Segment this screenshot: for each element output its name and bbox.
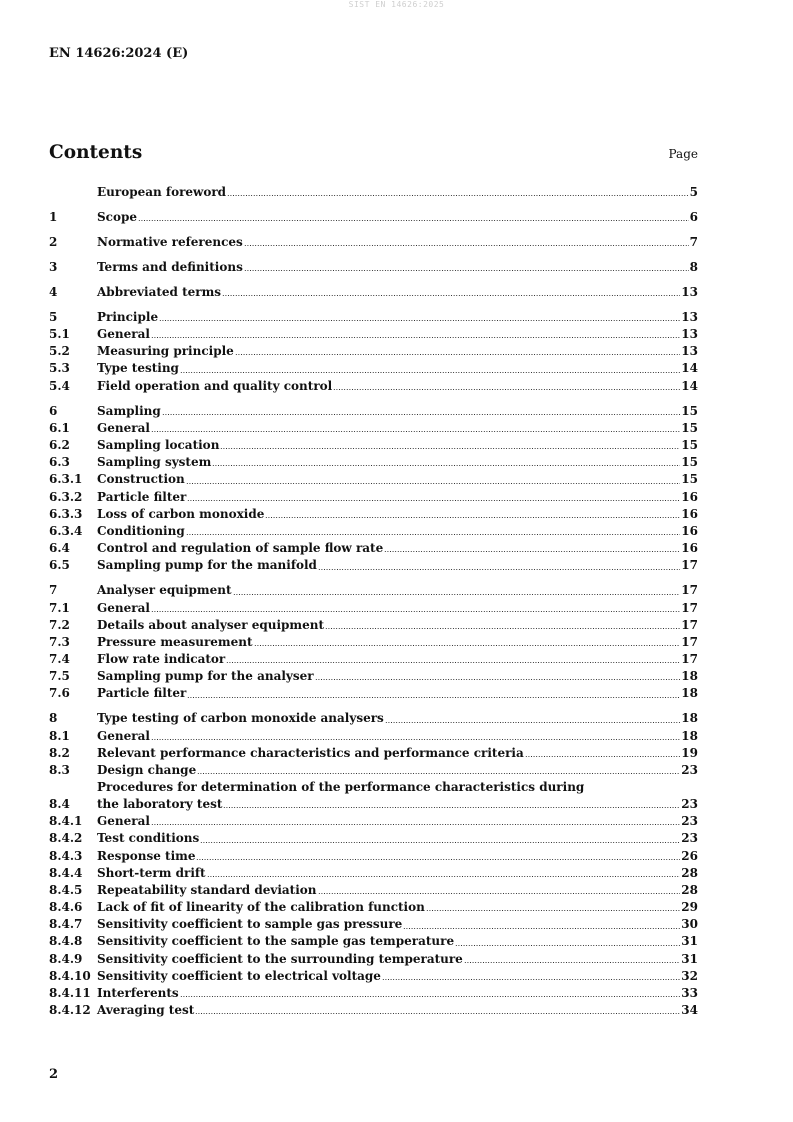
toc-entry-page: 5 xyxy=(689,184,698,199)
toc-entry-title: Sampling xyxy=(97,403,161,418)
toc-entry-title: General xyxy=(97,814,150,829)
dot-leader xyxy=(455,944,680,947)
toc-entry-page: 17 xyxy=(681,558,698,573)
toc-entry-page: 23 xyxy=(681,796,698,811)
toc-entry-title: General xyxy=(97,728,150,743)
toc-entry[interactable] xyxy=(49,634,698,651)
toc-entry-page: 15 xyxy=(681,420,698,435)
toc-entry[interactable] xyxy=(49,343,698,360)
toc-entry-title: Type testing xyxy=(97,361,179,376)
dot-leader xyxy=(151,823,680,826)
toc-entry-number: 4 xyxy=(49,284,58,299)
toc-entry[interactable] xyxy=(49,523,698,540)
toc-entry[interactable] xyxy=(49,728,698,745)
toc-entry-page: 18 xyxy=(681,728,698,743)
toc-entry-number: 7.4 xyxy=(49,652,70,667)
toc-entry-page: 32 xyxy=(681,968,698,983)
toc-entry-title: Scope xyxy=(97,209,138,224)
toc-entry-number: 8.3 xyxy=(49,762,70,777)
toc-entry-title: Sensitivity coefficient to electrical voltage xyxy=(97,968,381,983)
toc-entry-number: 5.4 xyxy=(49,378,70,393)
toc-entry-title: Sensitivity coefficient to the surrounding temperature xyxy=(97,951,463,966)
dot-leader xyxy=(223,806,680,809)
toc-entry-number: 8.4.5 xyxy=(49,882,83,897)
dot-leader xyxy=(227,194,689,197)
toc-entry-page: 15 xyxy=(681,472,698,487)
toc-entry-number: 7.1 xyxy=(49,600,70,615)
toc-entry-page: 17 xyxy=(681,652,698,667)
toc-entry-title: Particle filter xyxy=(97,489,187,504)
toc-entry-title: Procedures for determination of the performance characteristics during xyxy=(97,779,585,794)
dot-leader xyxy=(318,568,680,571)
toc-entry[interactable] xyxy=(49,471,698,488)
toc-entry-title: Analyser equipment xyxy=(97,583,232,598)
document-id-header: EN 14626:2024 (E) xyxy=(49,46,189,61)
toc-entry-title: Sampling pump for the manifold xyxy=(97,558,317,573)
toc-entry-number: 7.2 xyxy=(49,617,70,632)
toc-entry-title: European foreword xyxy=(97,184,227,199)
toc-entry-number: 8.4.3 xyxy=(49,848,83,863)
toc-entry-title: Abbreviated terms xyxy=(97,284,222,299)
dot-leader xyxy=(464,961,680,964)
watermark: SIST EN 14626:2025 xyxy=(348,0,445,9)
toc-entry[interactable] xyxy=(49,934,698,951)
toc-entry[interactable] xyxy=(49,259,698,276)
toc-entry-title: Sampling pump for the analyser xyxy=(97,669,314,684)
toc-entry-number: 8.1 xyxy=(49,728,70,743)
dot-leader xyxy=(244,269,689,272)
toc-entry-number: 8.4 xyxy=(49,796,70,811)
dot-leader xyxy=(195,1012,680,1015)
toc-entry[interactable] xyxy=(49,685,698,702)
toc-entry-title: Flow rate indicator xyxy=(97,652,226,667)
dot-leader xyxy=(333,388,680,391)
toc-entry-page: 19 xyxy=(681,745,698,760)
toc-entry[interactable] xyxy=(49,1002,698,1019)
dot-leader xyxy=(159,319,680,322)
toc-entry[interactable] xyxy=(49,865,698,882)
toc-entry-page: 23 xyxy=(681,762,698,777)
toc-entry[interactable] xyxy=(49,668,698,685)
toc-entry-title: Pressure measurement xyxy=(97,634,253,649)
toc-entry-number: 8.4.12 xyxy=(49,1003,91,1018)
toc-entry-number: 7.6 xyxy=(49,686,70,701)
page-number: 2 xyxy=(49,1067,59,1082)
toc-entry-number: 6.2 xyxy=(49,438,70,453)
toc-entry-page: 15 xyxy=(681,455,698,470)
toc-entry-title: Response time xyxy=(97,848,196,863)
toc-entry[interactable] xyxy=(49,557,698,574)
toc-entry-title: Sampling system xyxy=(97,455,212,470)
toc-entry-number: 1 xyxy=(49,209,58,224)
contents-heading: Contents xyxy=(49,142,143,163)
dot-leader xyxy=(151,610,680,613)
toc-entry-page: 17 xyxy=(681,583,698,598)
toc-entry-number: 6 xyxy=(49,403,58,418)
dot-leader xyxy=(180,371,680,374)
toc-entry-page: 13 xyxy=(681,327,698,342)
toc-entry-page: 34 xyxy=(681,1003,698,1018)
toc-entry[interactable] xyxy=(49,916,698,933)
dot-leader xyxy=(151,336,680,339)
toc-entry-page: 17 xyxy=(681,600,698,615)
dot-leader xyxy=(384,550,680,553)
toc-entry-title: Averaging test xyxy=(97,1003,195,1018)
toc-entry[interactable] xyxy=(49,454,698,471)
dot-leader xyxy=(265,516,680,519)
toc-entry[interactable] xyxy=(49,710,698,727)
toc-entry-number: 8.4.7 xyxy=(49,917,83,932)
toc-entry-title: Interferents xyxy=(97,986,179,1001)
toc-entry[interactable] xyxy=(49,378,698,395)
toc-entry-page: 8 xyxy=(689,259,698,274)
dot-leader xyxy=(403,927,680,930)
toc-entry-page: 31 xyxy=(681,934,698,949)
toc-entry-page: 13 xyxy=(681,344,698,359)
dot-leader xyxy=(186,482,681,485)
toc-entry-page: 29 xyxy=(681,900,698,915)
toc-entry-page: 6 xyxy=(689,209,698,224)
toc-entry-page: 13 xyxy=(681,309,698,324)
dot-leader xyxy=(197,772,680,775)
toc-entry-title: Sampling location xyxy=(97,438,220,453)
dot-leader xyxy=(382,978,680,981)
toc-entry-page: 28 xyxy=(681,865,698,880)
toc-entry[interactable] xyxy=(49,617,698,634)
toc-entry-title: Details about analyser equipment xyxy=(97,617,325,632)
toc-entry[interactable] xyxy=(49,813,698,830)
dot-leader xyxy=(315,678,681,681)
toc-entry-title: Field operation and quality control xyxy=(97,378,333,393)
toc-entry-number: 6.4 xyxy=(49,541,70,556)
toc-entry-page: 16 xyxy=(681,523,698,538)
toc-entry-number: 6.3.3 xyxy=(49,506,83,521)
toc-entry[interactable] xyxy=(49,360,698,377)
toc-entry[interactable] xyxy=(49,899,698,916)
toc-entry-title: Particle filter xyxy=(97,686,187,701)
toc-entry-page: 26 xyxy=(681,848,698,863)
toc-entry-page: 23 xyxy=(681,831,698,846)
toc-entry-title: General xyxy=(97,600,150,615)
page-column-label: Page xyxy=(668,147,698,161)
dot-leader xyxy=(235,353,681,356)
toc-entry-page: 15 xyxy=(681,403,698,418)
dot-leader xyxy=(220,447,680,450)
toc-entry-number: 8.4.1 xyxy=(49,814,83,829)
toc-entry[interactable] xyxy=(49,848,698,865)
toc-entry-number: 8 xyxy=(49,711,58,726)
toc-entry-page: 31 xyxy=(681,951,698,966)
toc-entry-title: Short-term drift xyxy=(97,865,206,880)
toc-entry-title: Type testing of carbon monoxide analysers xyxy=(97,711,384,726)
toc-entry-page: 16 xyxy=(681,489,698,504)
toc-entry-number: 6.3 xyxy=(49,455,70,470)
toc-entry-page: 23 xyxy=(681,814,698,829)
table-of-contents xyxy=(49,184,698,1019)
toc-entry-number: 6.3.4 xyxy=(49,523,83,538)
toc-entry-title: Sensitivity coefficient to sample gas pressure xyxy=(97,917,403,932)
toc-entry-title: Repeatability standard deviation xyxy=(97,882,317,897)
toc-entry[interactable] xyxy=(49,403,698,420)
toc-entry-title: Terms and definitions xyxy=(97,259,243,274)
toc-entry-title: Principle xyxy=(97,309,159,324)
toc-entry-page: 18 xyxy=(681,669,698,684)
dot-leader xyxy=(233,593,681,596)
toc-entry-number: 6.3.2 xyxy=(49,489,83,504)
toc-entry-title: Sensitivity coefficient to the sample gas temperature xyxy=(97,934,455,949)
toc-entry-title: Conditioning xyxy=(97,523,185,538)
dot-leader xyxy=(138,219,689,222)
toc-entry-page: 16 xyxy=(681,541,698,556)
toc-entry-page: 16 xyxy=(681,506,698,521)
toc-entry[interactable] xyxy=(49,437,698,454)
dot-leader xyxy=(254,644,681,647)
toc-entry-page: 17 xyxy=(681,634,698,649)
dot-leader xyxy=(318,892,681,895)
toc-entry-number: 8.4.4 xyxy=(49,865,83,880)
dot-leader xyxy=(196,858,680,861)
toc-entry[interactable] xyxy=(49,506,698,523)
dot-leader xyxy=(207,875,681,878)
toc-entry[interactable] xyxy=(49,326,698,343)
toc-entry-number: 5 xyxy=(49,309,58,324)
toc-entry-number: 8.4.9 xyxy=(49,951,83,966)
toc-entry-number: 6.3.1 xyxy=(49,472,83,487)
toc-entry-title: General xyxy=(97,327,150,342)
toc-entry-number: 8.4.10 xyxy=(49,968,91,983)
toc-entry-title: Lack of fit of linearity of the calibration function xyxy=(97,900,425,915)
toc-entry-number: 8.2 xyxy=(49,745,70,760)
toc-entry[interactable] xyxy=(49,184,698,201)
toc-entry-number: 8.4.2 xyxy=(49,831,83,846)
toc-entry-number: 3 xyxy=(49,259,58,274)
toc-entry-title-continued: the laboratory test xyxy=(97,796,223,811)
dot-leader xyxy=(200,841,680,844)
toc-entry-page: 18 xyxy=(681,711,698,726)
toc-entry[interactable] xyxy=(49,651,698,668)
toc-entry[interactable] xyxy=(49,779,698,813)
toc-entry[interactable] xyxy=(49,420,698,437)
toc-entry[interactable] xyxy=(49,830,698,847)
dot-leader xyxy=(385,721,681,724)
dot-leader xyxy=(244,244,689,247)
toc-entry-number: 5.3 xyxy=(49,361,70,376)
toc-entry-number: 5.1 xyxy=(49,327,70,342)
toc-entry[interactable] xyxy=(49,489,698,506)
toc-entry-number: 2 xyxy=(49,234,58,249)
toc-entry[interactable] xyxy=(49,745,698,762)
toc-entry-number: 8.4.8 xyxy=(49,934,83,949)
dot-leader xyxy=(226,661,680,664)
toc-entry-number: 7.5 xyxy=(49,669,70,684)
dot-leader xyxy=(180,995,681,998)
toc-entry[interactable] xyxy=(49,284,698,301)
toc-entry[interactable] xyxy=(49,968,698,985)
dot-leader xyxy=(325,627,680,630)
toc-entry[interactable] xyxy=(49,951,698,968)
toc-entry[interactable] xyxy=(49,762,698,779)
toc-entry-number: 5.2 xyxy=(49,344,70,359)
toc-entry[interactable] xyxy=(49,309,698,326)
toc-entry-title: Measuring principle xyxy=(97,344,234,359)
dot-leader xyxy=(525,755,681,758)
toc-entry-title: Construction xyxy=(97,472,185,487)
toc-entry-page: 28 xyxy=(681,882,698,897)
toc-entry[interactable] xyxy=(49,209,698,226)
toc-entry-number: 7 xyxy=(49,583,58,598)
toc-entry-title: Test conditions xyxy=(97,831,200,846)
toc-entry-page: 33 xyxy=(681,986,698,1001)
toc-entry[interactable] xyxy=(49,582,698,599)
toc-entry-page: 13 xyxy=(681,284,698,299)
toc-entry-title: Control and regulation of sample flow rate xyxy=(97,541,384,556)
dot-leader xyxy=(212,464,680,467)
dot-leader xyxy=(186,533,681,536)
toc-entry-number: 7.3 xyxy=(49,634,70,649)
dot-leader xyxy=(187,499,680,502)
toc-entry-title: General xyxy=(97,420,150,435)
toc-entry-page: 7 xyxy=(689,234,698,249)
toc-entry[interactable] xyxy=(49,985,698,1002)
toc-entry-page: 30 xyxy=(681,917,698,932)
toc-entry-page: 15 xyxy=(681,438,698,453)
toc-entry-number: 8.4.11 xyxy=(49,986,91,1001)
toc-entry-title: Relevant performance characteristics and performance criteria xyxy=(97,745,524,760)
toc-entry-title: Loss of carbon monoxide xyxy=(97,506,265,521)
toc-entry-number: 6.1 xyxy=(49,420,70,435)
dot-leader xyxy=(162,413,681,416)
dot-leader xyxy=(187,696,680,699)
toc-entry[interactable] xyxy=(49,882,698,899)
toc-entry-page: 18 xyxy=(681,686,698,701)
toc-entry-page: 17 xyxy=(681,617,698,632)
dot-leader xyxy=(151,738,680,741)
toc-entry-title: Normative references xyxy=(97,234,243,249)
toc-entry[interactable] xyxy=(49,600,698,617)
toc-entry-number: 6.5 xyxy=(49,558,70,573)
toc-entry-page: 14 xyxy=(681,378,698,393)
toc-entry-page: 14 xyxy=(681,361,698,376)
toc-entry-number: 8.4.6 xyxy=(49,900,83,915)
toc-entry[interactable] xyxy=(49,540,698,557)
dot-leader xyxy=(151,430,680,433)
toc-entry[interactable] xyxy=(49,234,698,251)
dot-leader xyxy=(426,909,680,912)
dot-leader xyxy=(222,294,680,297)
toc-entry-title: Design change xyxy=(97,762,197,777)
